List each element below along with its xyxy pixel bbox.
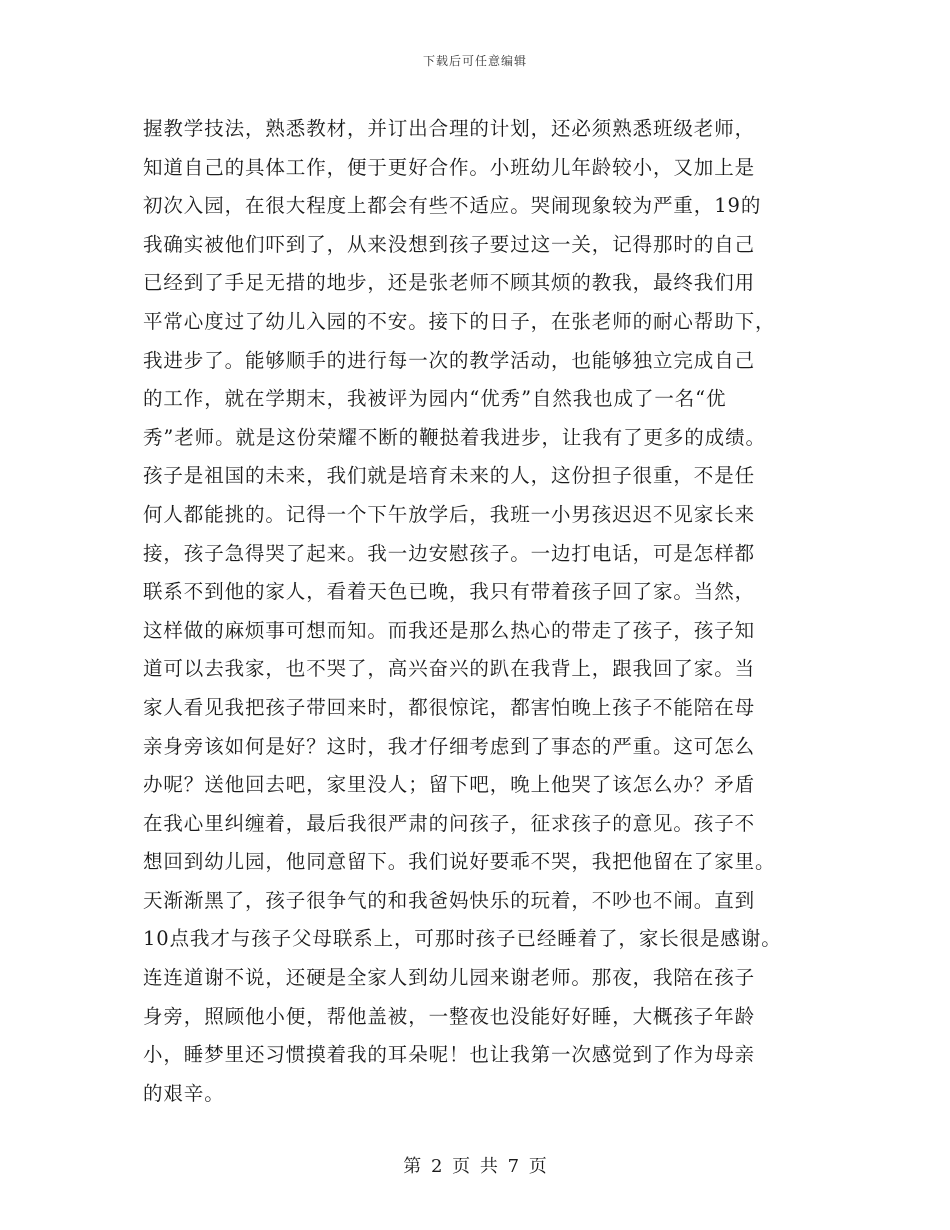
text-line: 10点我才与孩子父母联系上，可那时孩子已经睡着了，家长很是感谢。 xyxy=(143,927,782,951)
text-line: 天渐渐黑了，孩子很争气的和我爸妈快乐的玩着，不吵也不闹。直到 xyxy=(143,888,756,912)
text-line: 亲身旁该如何是好？这时，我才仔细考虑到了事态的严重。这可怎么 xyxy=(143,734,756,758)
text-line: 家人看见我把孩子带回来时，都很惊诧，都害怕晚上孩子不能陪在母 xyxy=(143,695,756,719)
text-line: 的艰辛。 xyxy=(143,1081,225,1105)
text-line: 我确实被他们吓到了，从来没想到孩子要过这一关，记得那时的自己 xyxy=(143,232,756,256)
text-line: 这样做的麻烦事可想而知。而我还是那么热心的带走了孩子，孩子知 xyxy=(143,618,756,642)
text-line: 道可以去我家，也不哭了，高兴奋兴的趴在我背上，跟我回了家。当 xyxy=(143,657,756,681)
text-line: 我进步了。能够顺手的进行每一次的教学活动，也能够独立完成自己 xyxy=(143,348,756,372)
text-line: 连连道谢不说，还硬是全家人到幼儿园来谢老师。那夜，我陪在孩子 xyxy=(143,966,756,990)
text-line: 握教学技法，熟悉教材，并订出合理的计划，还必须熟悉班级老师， xyxy=(143,117,756,140)
text-line: 身旁，照顾他小便，帮他盖被，一整夜也没能好好睡，大概孩子年龄 xyxy=(143,1004,756,1028)
text-line: 在我心里纠缠着，最后我很严肃的问孩子，征求孩子的意见。孩子不 xyxy=(143,811,756,835)
text-line: 平常心度过了幼儿入园的不安。接下的日子，在张老师的耐心帮助下， xyxy=(143,309,776,333)
text-line: 想回到幼儿园，他同意留下。我们说好要乖不哭，我把他留在了家里。 xyxy=(143,850,776,874)
text-line: 初次入园，在很大程度上都会有些不适应。哭闹现象较为严重，19的 xyxy=(143,194,762,218)
text-line: 知道自己的具体工作，便于更好合作。小班幼儿年龄较小，又加上是 xyxy=(143,155,756,179)
text-line: 联系不到他的家人，看着天色已晚，我只有带着孩子回了家。当然， xyxy=(143,580,756,604)
page-header: 下载后可任意编辑 xyxy=(422,54,527,68)
body-text xyxy=(143,110,811,1113)
text-line: 何人都能挑的。记得一个下午放学后，我班一小男孩迟迟不见家长来 xyxy=(143,502,756,526)
text-line: 接，孩子急得哭了起来。我一边安慰孩子。一边打电话，可是怎样都 xyxy=(143,541,756,565)
text-line: 办呢？送他回去吧，家里没人；留下吧，晚上他哭了该怎么办？矛盾 xyxy=(143,773,756,797)
text-line: 的工作，就在学期末，我被评为园内“优秀”自然我也成了一名“优 xyxy=(143,387,727,411)
text-line: 孩子是祖国的未来，我们就是培育未来的人，这份担子很重，不是任 xyxy=(143,464,756,488)
text-line: 秀”老师。就是这份荣耀不断的鞭挞着我进步，让我有了更多的成绩。 xyxy=(143,425,766,449)
text-line: 小，睡梦里还习惯摸着我的耳朵呢！也让我第一次感觉到了作为母亲 xyxy=(143,1043,756,1067)
text-line: 已经到了手足无措的地步，还是张老师不顾其烦的教我，最终我们用 xyxy=(143,271,756,295)
page-number-footer: 第 2 页 共 7 页 xyxy=(403,1156,547,1177)
